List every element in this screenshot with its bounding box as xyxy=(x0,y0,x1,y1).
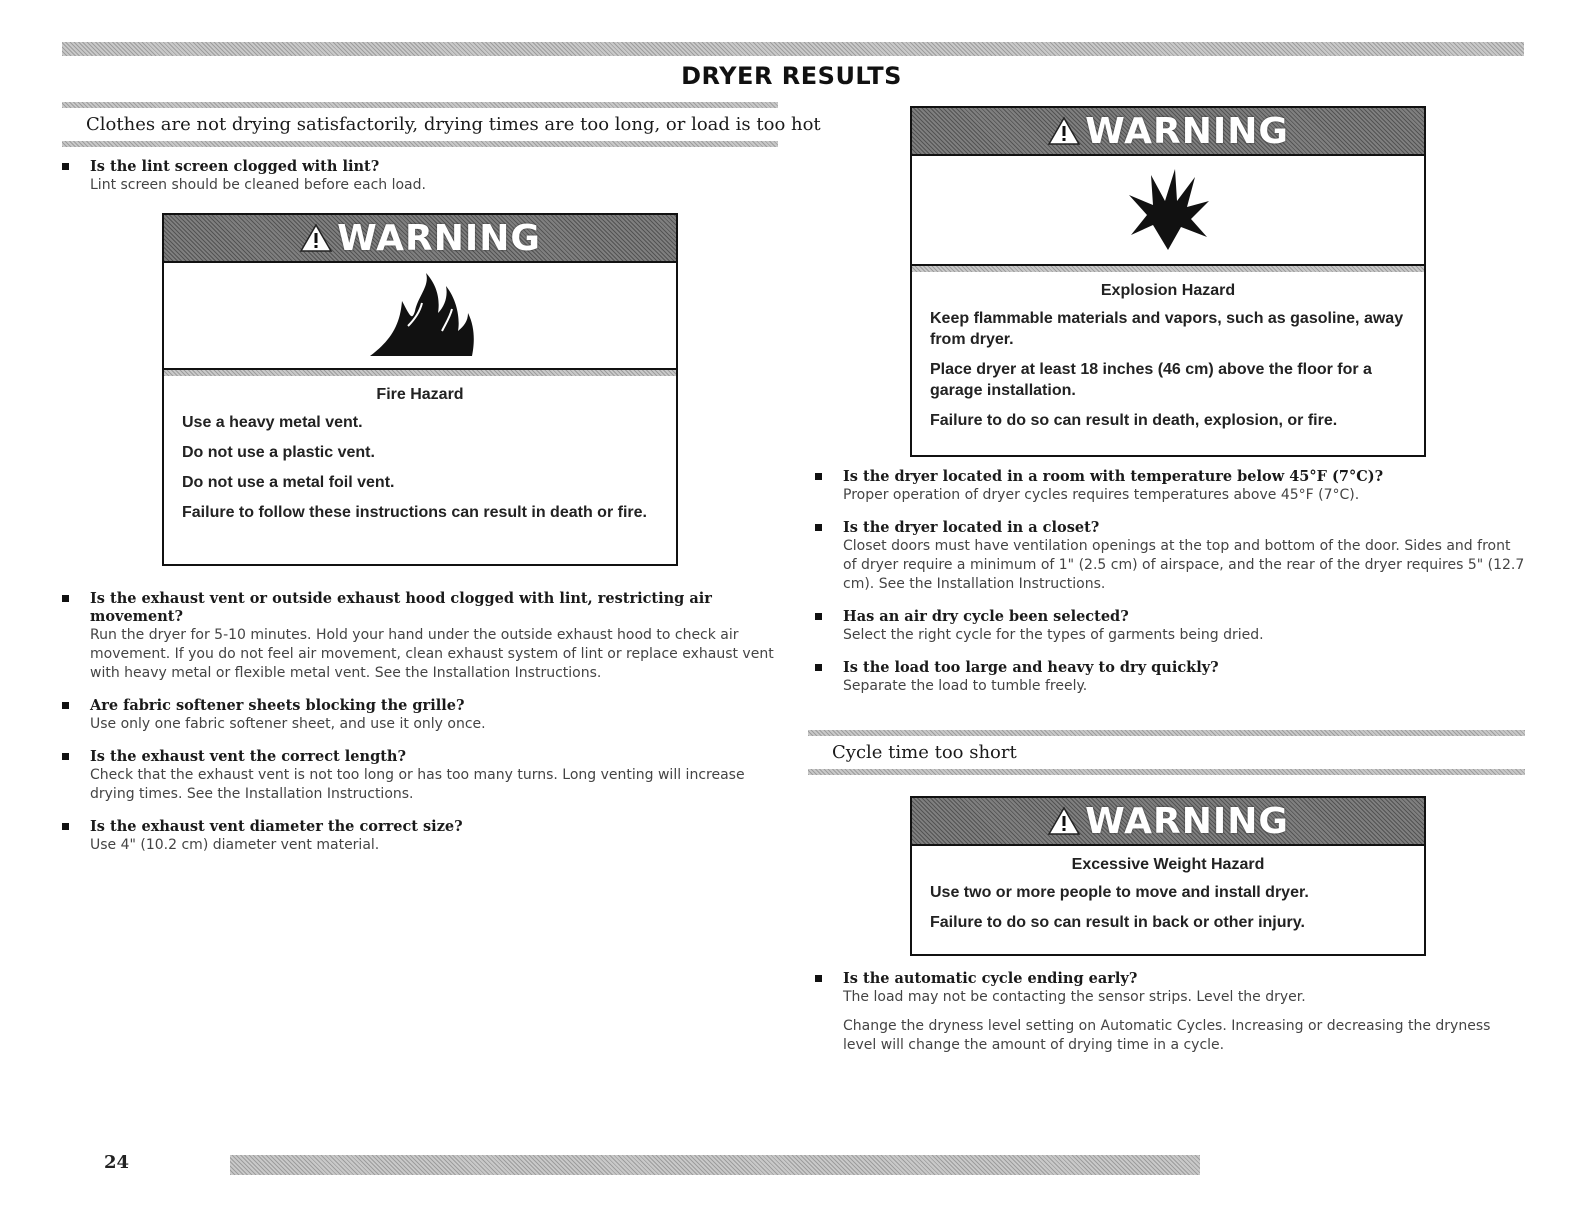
item-question: Is the load too large and heavy to dry quickly? xyxy=(843,659,1219,676)
hazard-name: Fire Hazard xyxy=(376,386,464,403)
item-question: Is the dryer located in a room with temperature below 45°F (7°C)? xyxy=(843,468,1384,485)
bullet xyxy=(815,975,822,982)
warning-icon-area xyxy=(164,263,676,370)
warning-title-text: WARNING xyxy=(1085,800,1289,842)
bullet xyxy=(62,595,69,602)
warning-title-text: WARNING xyxy=(1085,110,1289,152)
bullet xyxy=(62,753,69,760)
list-item xyxy=(815,468,1525,505)
warning-header xyxy=(912,798,1424,846)
warning-title xyxy=(1047,801,1289,842)
warning-body xyxy=(912,846,1424,945)
item-question: Is the exhaust vent the correct length? xyxy=(90,748,406,765)
warning-header xyxy=(912,108,1424,156)
cycle-section-heading xyxy=(808,730,1525,775)
item-answer: Check that the exhaust vent is not too long or has too many turns. Long venting will increase drying times. See the Installation Instructions. xyxy=(90,767,745,802)
cycle-heading-text: Cycle time too short xyxy=(832,742,1017,763)
warning-line: Failure to do so can result in death, explosion, or fire. xyxy=(930,412,1338,429)
warning-line: Use two or more people to move and install dryer. xyxy=(930,884,1309,901)
right-last-item xyxy=(815,970,1525,1069)
item-answer: Use 4" (10.2 cm) diameter vent material. xyxy=(90,837,380,853)
list-item xyxy=(62,158,778,195)
page-number: 24 xyxy=(104,1152,130,1173)
left-heading-text: Clothes are not drying satisfactorily, drying times are too long, or load is too hot xyxy=(86,114,821,135)
warning-body xyxy=(912,272,1424,443)
explosion-icon xyxy=(1123,165,1213,255)
warning-line: Do not use a metal foil vent. xyxy=(182,474,395,491)
bullet xyxy=(815,524,822,531)
bullet xyxy=(815,473,822,480)
warning-line: Failure to do so can result in back or other injury. xyxy=(930,914,1305,931)
item-question: Has an air dry cycle been selected? xyxy=(843,608,1129,625)
fire-icon xyxy=(360,271,480,361)
list-item xyxy=(815,519,1525,594)
item-answer: Proper operation of dryer cycles requires temperatures above 45°F (7°C). xyxy=(843,487,1360,503)
heading-rule-bottom xyxy=(62,141,778,147)
warning-title-text: WARNING xyxy=(337,217,541,259)
left-first-item xyxy=(62,158,778,209)
list-item xyxy=(62,697,778,734)
warning-line: Place dryer at least 18 inches (46 cm) above the floor for a garage installation. xyxy=(930,361,1372,399)
left-items-list xyxy=(62,590,778,869)
warning-triangle-icon xyxy=(299,223,333,253)
page-title: DRYER RESULTS xyxy=(681,62,902,90)
warning-header xyxy=(164,215,676,263)
item-answer: Change the dryness level setting on Automatic Cycles. Increasing or decreasing the dryness level will change the amount of drying time in a cycle. xyxy=(843,1018,1491,1053)
bullet xyxy=(62,702,69,709)
item-answer: The load may not be contacting the sensor strips. Level the dryer. xyxy=(843,989,1306,1005)
item-question: Is the exhaust vent or outside exhaust hood clogged with lint, restricting air movement? xyxy=(90,590,712,625)
item-question: Is the lint screen clogged with lint? xyxy=(90,158,380,175)
warning-line: Failure to follow these instructions can result in death or fire. xyxy=(182,504,647,521)
bullet xyxy=(62,823,69,830)
hazard-name: Explosion Hazard xyxy=(1100,282,1236,299)
item-answer: Select the right cycle for the types of garments being dried. xyxy=(843,627,1264,643)
right-items-list xyxy=(815,468,1525,710)
item-question: Are fabric softener sheets blocking the grille? xyxy=(90,697,465,714)
item-answer: Closet doors must have ventilation openings at the top and bottom of the door. Sides and front of dryer require a minimum of 1" (2.5 cm) of airspace, and the rear of the dryer requires 5" (12.7 cm). See the Installation Instructions. xyxy=(843,538,1525,592)
item-question: Is the dryer located in a closet? xyxy=(843,519,1100,536)
bullet xyxy=(62,163,69,170)
weight-warning-box xyxy=(910,796,1426,956)
item-question: Is the automatic cycle ending early? xyxy=(843,970,1138,987)
item-question: Is the exhaust vent diameter the correct size? xyxy=(90,818,463,835)
warning-triangle-icon xyxy=(1047,116,1081,146)
warning-body xyxy=(164,376,676,535)
item-answer: Separate the load to tumble freely. xyxy=(843,678,1088,694)
item-answer: Lint screen should be cleaned before each load. xyxy=(90,177,426,193)
left-section-heading xyxy=(62,102,821,147)
warning-line: Use a heavy metal vent. xyxy=(182,414,363,431)
heading-rule-bottom xyxy=(808,769,1525,775)
list-item xyxy=(62,818,778,855)
item-answer: Run the dryer for 5-10 minutes. Hold your hand under the outside exhaust hood to check air movement. If you do not feel air movement, clean exhaust system of lint or replace exhaust vent with heavy metal or flexible metal vent. See the Installation Instructions. xyxy=(90,627,774,681)
item-answer: Use only one fabric softener sheet, and use it only once. xyxy=(90,716,486,732)
list-item xyxy=(815,970,1525,1055)
list-item xyxy=(815,659,1525,696)
hazard-name: Excessive Weight Hazard xyxy=(1071,856,1265,873)
list-item xyxy=(815,608,1525,645)
list-item xyxy=(62,590,778,683)
warning-title xyxy=(299,218,541,259)
warning-icon-area xyxy=(912,156,1424,266)
explosion-warning-box xyxy=(910,106,1426,457)
top-decorative-bar xyxy=(62,42,1524,56)
warning-triangle-icon xyxy=(1047,806,1081,836)
warning-line: Keep flammable materials and vapors, such as gasoline, away from dryer. xyxy=(930,310,1404,348)
bullet xyxy=(815,613,822,620)
list-item xyxy=(62,748,778,804)
bottom-decorative-bar xyxy=(230,1155,1200,1175)
warning-line: Do not use a plastic vent. xyxy=(182,444,375,461)
fire-warning-box xyxy=(162,213,678,566)
bullet xyxy=(815,664,822,671)
warning-title xyxy=(1047,111,1289,152)
